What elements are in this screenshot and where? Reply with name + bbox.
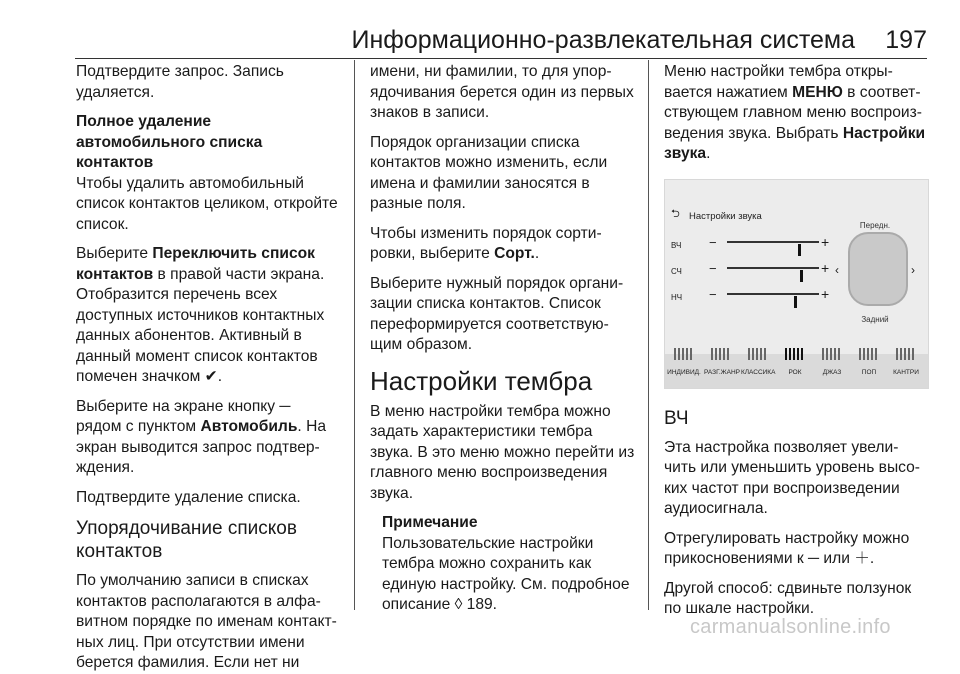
chevron-right-icon: › (911, 262, 915, 277)
preset-label: КЛАССИКА (741, 369, 776, 376)
paragraph: Отрегулировать настройку можно прикосновениями к ─ или ＋. (664, 529, 910, 567)
text: . (706, 145, 711, 162)
text: Меню настройки тембра откры-вается нажатием (664, 63, 893, 101)
screen-title: Настройки звука (689, 210, 762, 222)
paragraph (370, 224, 635, 265)
back-arrow-icon: ⮌ (671, 207, 680, 220)
menu-term: Переключить список контактов (76, 245, 315, 283)
minus-icon: − (709, 234, 717, 250)
column-divider-1 (354, 60, 355, 610)
paragraph: имени, ни фамилии, то для упор-ядочивания берется один из первых знаков в записи. (370, 63, 634, 121)
paragraph: Выберите нужный порядок органи-зации списка контактов. Список переформируется соответствую-щим образом. (370, 274, 624, 353)
slider-label: СЧ (671, 266, 682, 276)
equalizer-icon (859, 348, 879, 360)
header-title: Информационно-развлекательная система (351, 26, 855, 54)
preset-label: ПОП (861, 369, 877, 376)
slider-row-mid (671, 258, 841, 278)
note-title: Примечание (382, 514, 478, 531)
slider-row-bass (671, 284, 841, 304)
subheading-treble: ВЧ (664, 407, 689, 429)
paragraph: Эта настройка позволяет увели-чить или уменьшить уровень высо-ких частот при воспроизведении аудиосигнала. (664, 438, 921, 517)
watermark: carmanualsonline.info (690, 616, 891, 638)
header-rule (75, 58, 927, 59)
equalizer-icon (674, 348, 694, 360)
equalizer-icon (785, 348, 805, 360)
preset-label: КАНТРИ (893, 369, 919, 376)
paragraph (664, 62, 929, 165)
preset-item (889, 348, 923, 384)
page-header (75, 24, 927, 56)
paragraph (76, 397, 338, 479)
preset-label: ИНДИВИД. (667, 369, 701, 376)
plus-icon: + (821, 285, 830, 302)
slider-knob (800, 270, 803, 282)
column-1 (76, 62, 338, 671)
note-text: Пользовательские настройки тембра можно сохранить как единую настройку. См. подробное описание ◊ 189. (382, 534, 630, 613)
menu-term: Автомобиль (200, 418, 298, 435)
plus-icon: + (821, 233, 830, 250)
paragraph: По умолчанию записи в списках контактов располагаются в алфа-витном порядке по именам контакт-ных лиц. При отсутствии имени берется фамилия. Если нет ни (76, 572, 337, 671)
page-number: 197 (885, 26, 927, 54)
preset-label: РОК (788, 369, 802, 376)
section-title-tone: Настройки тембра (370, 365, 593, 396)
text: в правой части экрана. Отобразится перечень всех доступных источников контактных данных абонентов. Активный в данный момент список контактов помечен значком ✔. (76, 265, 325, 385)
slider-label: ВЧ (671, 240, 682, 250)
note-box (370, 513, 635, 616)
minus-icon: − (709, 260, 717, 276)
slider-track (727, 267, 819, 269)
preset-item (778, 348, 812, 384)
slider-knob (794, 296, 797, 308)
plus-icon: + (821, 259, 830, 276)
paragraph (76, 244, 338, 388)
text: . На экран выводится запрос подтвер-ждения. (76, 418, 327, 476)
subheading-sort: Упорядочивание списков контактов (76, 518, 297, 562)
paragraph: Подтвердите запрос. Запись удаляется. (76, 63, 284, 101)
column-3 (664, 62, 929, 617)
preset-item (815, 348, 849, 384)
text: . (534, 245, 540, 262)
paragraph: Подтвердите удаление списка. (76, 488, 301, 506)
preset-label: РАЗГ.ЖАНР (704, 369, 740, 376)
equalizer-icon (748, 348, 768, 360)
slider-track (727, 293, 819, 295)
subheading-delete-all: Полное удаление автомобильного списка контактов (76, 113, 263, 171)
slider-knob (798, 244, 801, 256)
chevron-left-icon: ‹ (835, 262, 839, 277)
paragraph: Чтобы удалить автомобильный список контактов целиком, откройте список. (76, 174, 338, 233)
rear-label: Задний (861, 314, 889, 324)
slider-row-treble (671, 232, 841, 252)
preset-bar (665, 354, 928, 388)
text: Выберите на экране кнопку ─ рядом с пунктом (76, 397, 291, 435)
menu-term: Сорт. (494, 245, 535, 262)
text: Чтобы изменить порядок сорти-ровки, выберите (370, 224, 602, 262)
text: Выберите (76, 245, 153, 262)
slider-track (727, 241, 819, 243)
paragraph: Порядок организации списка контактов можно изменить, если имена и фамилии заносятся в разные поля. (370, 133, 608, 212)
menu-term: МЕНЮ (792, 83, 843, 101)
front-label: Передн. (859, 220, 891, 230)
car-icon (848, 232, 908, 306)
preset-item (704, 348, 738, 384)
sound-settings-screenshot (664, 179, 929, 389)
paragraph: В меню настройки тембра можно задать характеристики тембра звука. В это меню можно перейти из главного меню воспроизведения звука. (370, 402, 635, 502)
column-2 (370, 62, 635, 612)
preset-item (852, 348, 886, 384)
column-divider-2 (648, 60, 649, 610)
preset-item (667, 348, 701, 384)
menu-term: Настройки звука (664, 124, 926, 162)
preset-label: ДЖАЗ (822, 369, 842, 376)
slider-label: НЧ (671, 292, 683, 302)
paragraph: Другой способ: сдвиньте ползунок по шкале настройки. (664, 579, 912, 617)
minus-icon: − (709, 286, 717, 302)
preset-item (741, 348, 775, 384)
text: в соответ-ствующем главном меню воспроиз-ведения звука. Выбрать (664, 83, 922, 142)
equalizer-icon (711, 348, 731, 360)
equalizer-icon (896, 348, 916, 360)
equalizer-icon (822, 348, 842, 360)
